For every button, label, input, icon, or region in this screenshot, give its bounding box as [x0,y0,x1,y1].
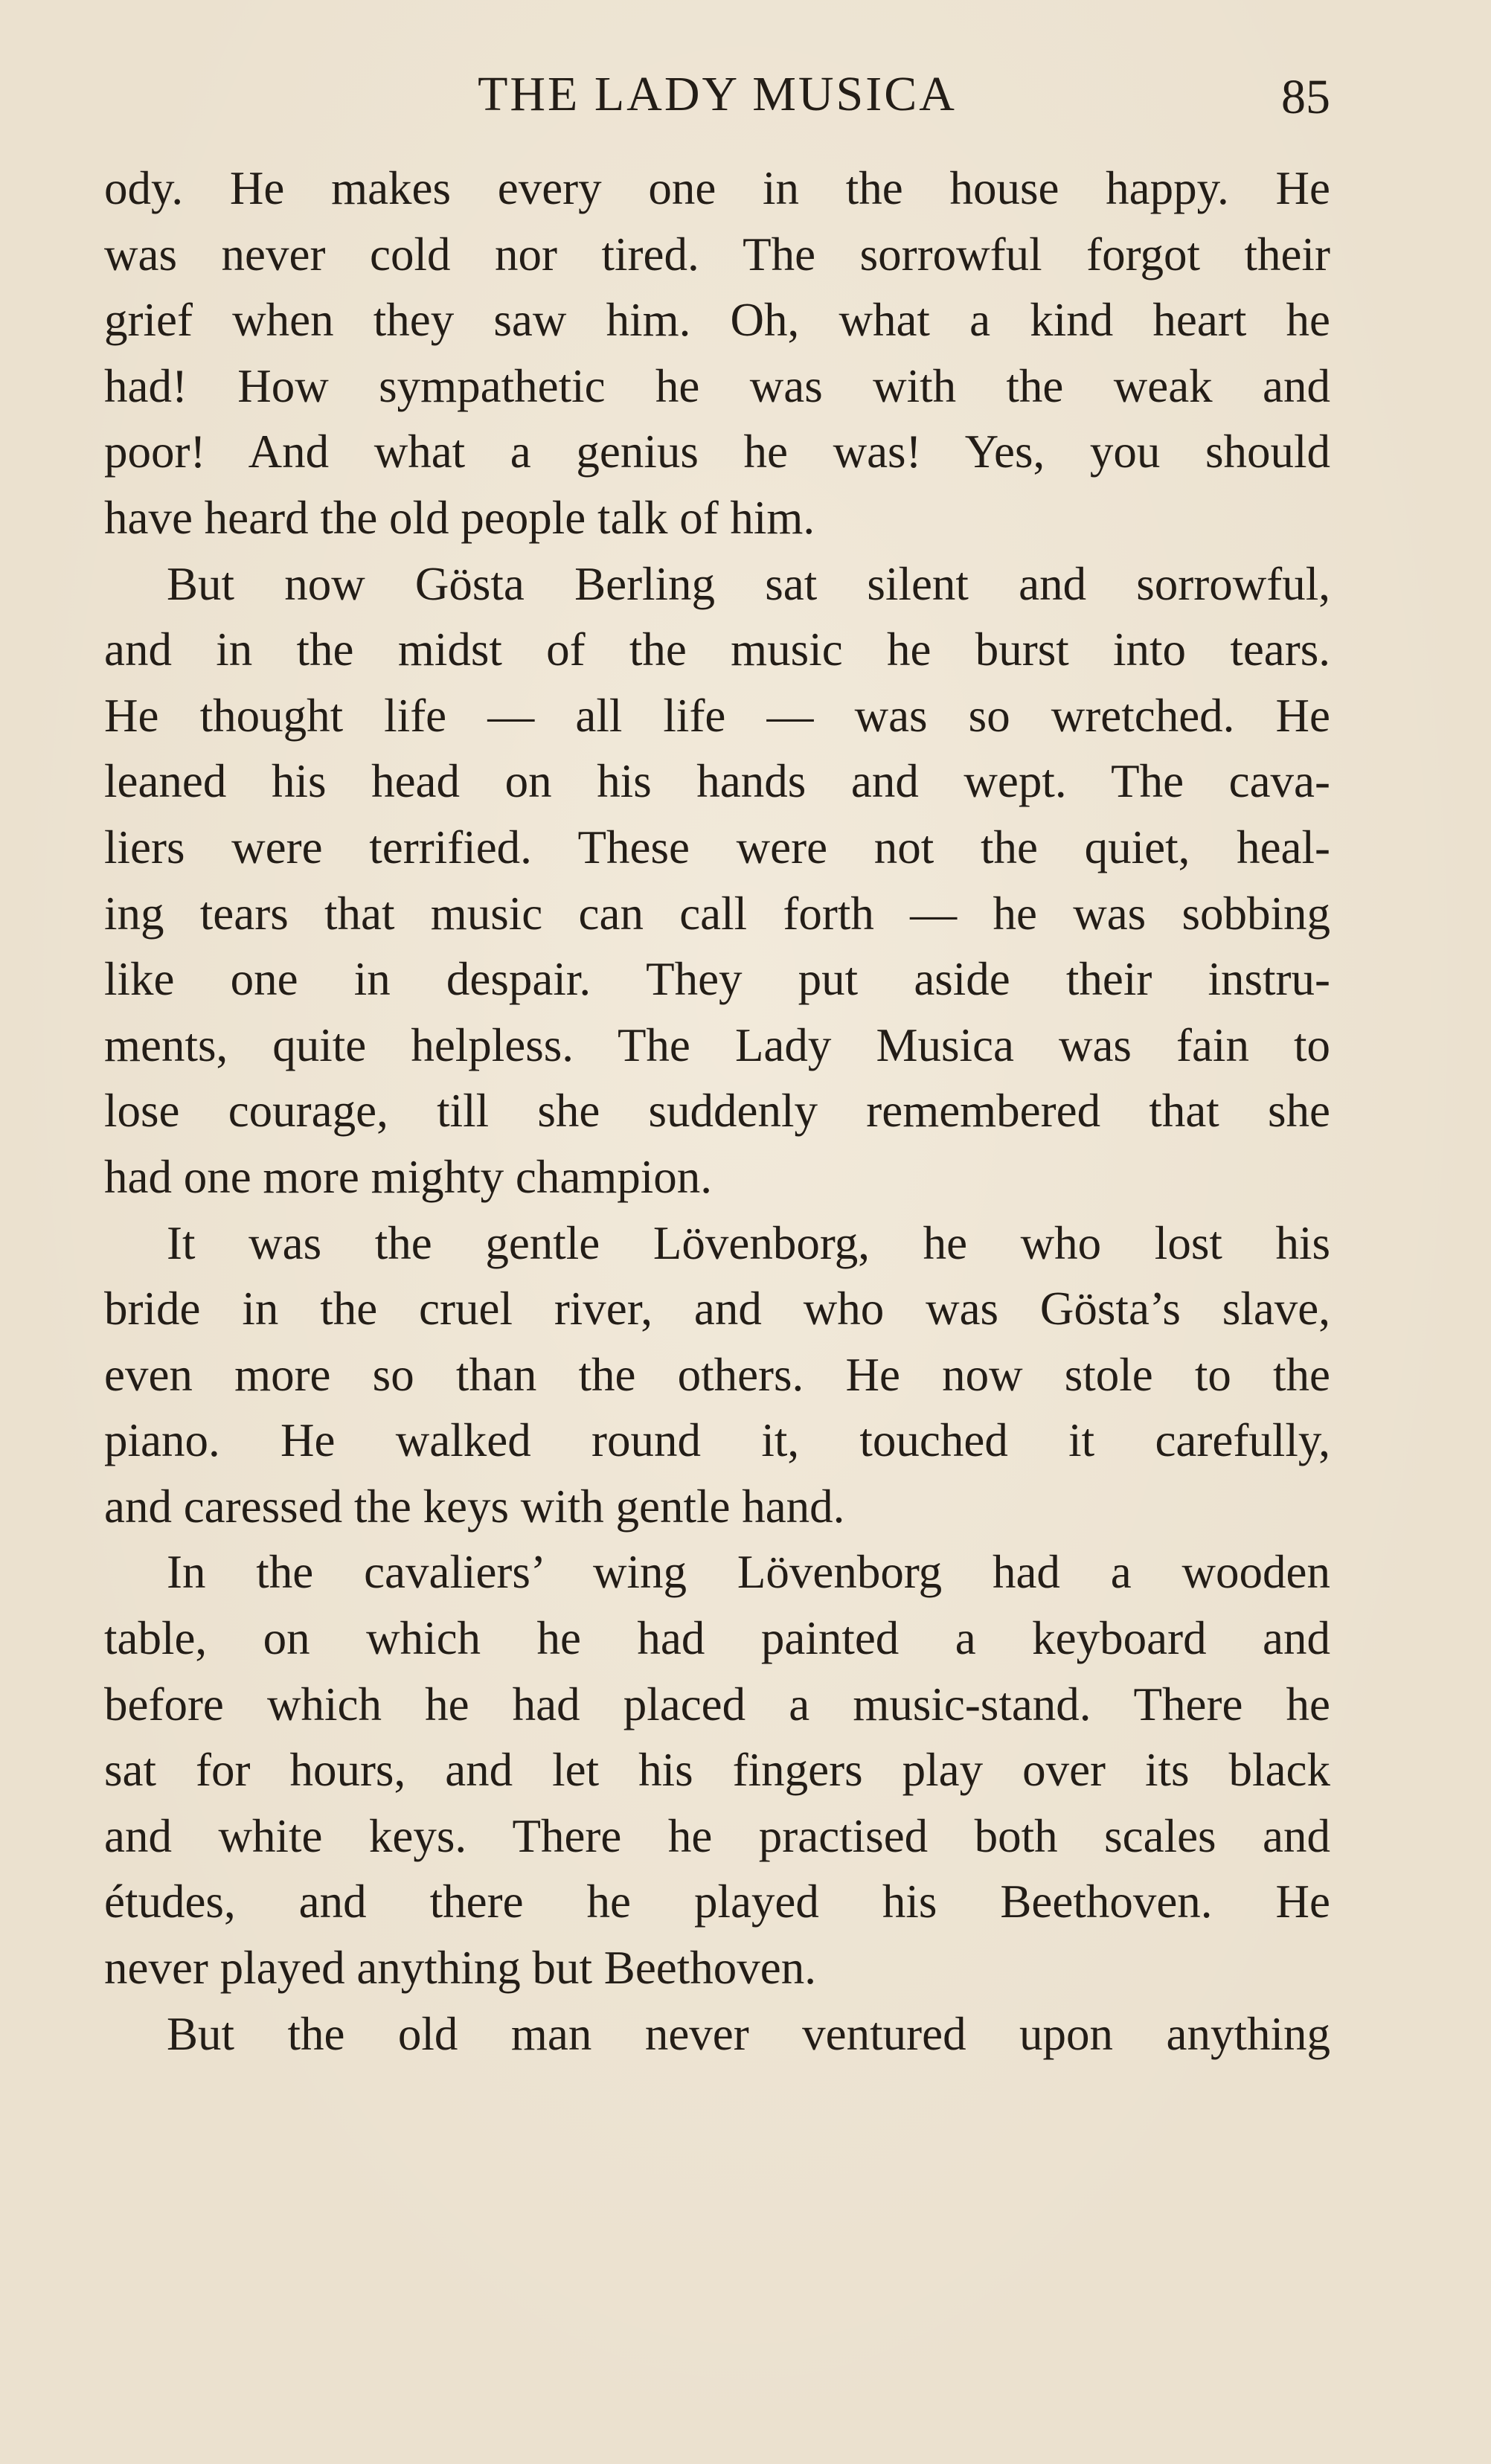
text-line: liers were terrified. These were not the quiet, heal- [104,821,1330,873]
text-line: lose courage, till she suddenly remembered that she [104,1085,1330,1138]
text-line: bride in the cruel river, and who was Gösta’s slave, [104,1283,1330,1335]
text-line: études, and there he played his Beethoven. He [104,1876,1330,1928]
text-line: even more so than the others. He now stole to the [104,1348,1330,1401]
text-line: had! How sympathetic he was with the weak and [104,359,1330,412]
text-line: piano. He walked round it, touched it carefully, [104,1414,1330,1467]
text-line: ing tears that music can call forth — he was sobbing [104,887,1330,940]
text-line: sat for hours, and let his fingers play over its black [104,1744,1330,1797]
text-line: was never cold nor tired. The sorrowful forgot their [104,228,1330,280]
text-line: ments, quite helpless. The Lady Musica was fain to [104,1018,1330,1071]
text-line: grief when they saw him. Oh, what a kind heart he [104,294,1330,347]
paragraph-start-line: But the old man never ventured upon anything [167,2007,1330,2060]
text-line: He thought life — all life — was so wretched. He [104,689,1330,742]
running-title: THE LADY MUSICA [478,67,957,121]
body-text [104,155,1330,2067]
text-line: had one more mighty champion. [104,1150,713,1203]
text-line: poor! And what a genius he was! Yes, you should [104,426,1330,478]
paragraph-start-line: It was the gentle Lövenborg, he who lost his [167,1216,1330,1269]
text-line: have heard the old people talk of him. [104,491,815,544]
text-line: before which he had placed a music-stand. There he [104,1678,1330,1730]
text-line: and white keys. There he practised both scales and [104,1809,1330,1862]
text-line: leaned his head on his hands and wept. The cava- [104,755,1330,808]
text-line: and in the midst of the music he burst into tears. [104,623,1330,676]
paragraph-start-line: But now Gösta Berling sat silent and sorrowful, [167,557,1330,610]
text-line: like one in despair. They put aside their instru- [104,953,1330,1006]
paragraph-start-line: In the cavaliers’ wing Lövenborg had a wooden [167,1546,1330,1599]
running-head [104,61,1330,128]
page-number: 85 [1281,70,1330,124]
text-line: and caressed the keys with gentle hand. [104,1480,845,1533]
text-line: ody. He makes every one in the house happy. He [104,162,1330,214]
text-line: never played anything but Beethoven. [104,1942,816,1995]
text-line: table, on which he had painted a keyboard and [104,1612,1330,1665]
